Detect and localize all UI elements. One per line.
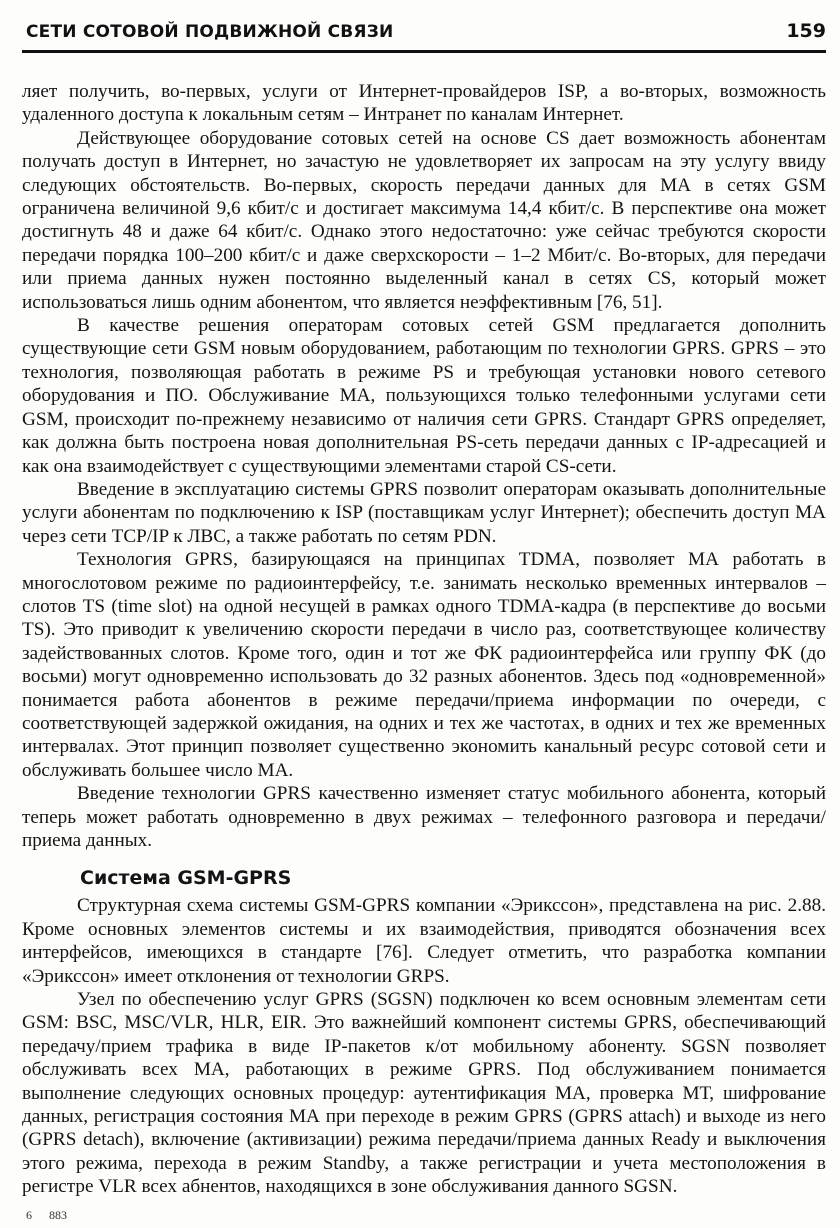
paragraph: В качестве решения операторам сотовых сетей GSM предлагается дополнить существующие сети GSM новым оборудованием, работающим по технологии GPRS. GPRS – это технология, позволяющая работать в режиме PS и требующая установки нового сетевого оборудования и ПО. Обслуживание МА, пользующихся только телефонными услугами сети GSM, происходит по-прежнему независимо от наличия сети GPRS. Стандарт GPRS определяет, как должна быть построена новая дополнительная PS-сеть передачи данных с IP-адресацией и как она взаимодействует с существующими элементами старой CS-сети. <box>22 315 826 477</box>
running-title: СЕТИ СОТОВОЙ ПОДВИЖНОЙ СВЯЗИ <box>26 22 394 42</box>
paragraph: Структурная схема системы GSM-GPRS компании «Эрикссон», представлена на рис. 2.88. Кроме основных элементов системы и их взаимодействия, приводятся обозначения всех интерфейсов, имеющихся в стандарте [76]. Следует отметить, что разработка компании «Эрикссон» имеет отклонения от технологии GRPS. <box>22 895 826 987</box>
print-code: 883 <box>49 1208 67 1222</box>
paragraph: Узел по обеспечению услуг GPRS (SGSN) подключен ко всем основным элементам сети GSM: BSC, MSC/VLR, HLR, EIR. Это важнейший компонент системы GPRS, обеспечивающий передачу/прием трафика в виде IP-пакетов к/от мобильному абоненту. SGSN позволяет обслуживать всех МА, работающих в режиме GPRS. Под обслуживанием понимается выполнение следующих основных процедур: аутентификация МА, проверка МТ, шифрование данных, регистрация состояния МА при переходе в режим GPRS (GPRS attach) и выходе из него (GPRS detach), включение (активизации) режима передачи/приема данных Ready и выключения этого режима, перехода в режим Standby, а также регистрации и учета местоположения в регистре VLR всех абнентов, находящихся в зоне обслуживания данного SGSN. <box>22 989 826 1198</box>
page-footer <box>26 1208 81 1223</box>
paragraph: Введение технологии GPRS качественно изменяет статус мобильного абонента, который теперь может работать одновременно в двух режимах – телефонного разговора и передачи/приема данных. <box>22 783 826 851</box>
page-body <box>22 80 826 1199</box>
paragraph: ляет получить, во-первых, услуги от Интернет-провайдеров ISP, а во-вторых, возможность удаленного доступа к локальным сетям – Интранет по каналам Интернет. <box>22 81 826 126</box>
signature-mark: 6 <box>26 1208 32 1222</box>
page-number: 159 <box>786 20 826 42</box>
page-header <box>22 18 826 48</box>
section-heading: Система GSM-GPRS <box>80 867 292 890</box>
paragraph: Введение в эксплуатацию системы GPRS позволит операторам оказывать дополнительные услуги абонентам по подключению к ISP (поставщикам услуг Интернет); обеспечить доступ МА через сети TCP/IP к ЛВС, а также работать по сетям PDN. <box>22 478 826 547</box>
header-rule <box>22 50 826 53</box>
paragraph: Технология GPRS, базирующаяся на принципах TDMA, позволяет МА работать в многослотовом режиме по радиоинтерфейсу, т.е. занимать несколько временных интервалов – слотов TS (time slot) на одной несущей в рамках одного TDMA-кадра (в перспективе до восьми TS). Это приводит к увеличению скорости передачи в число раз, соответствующее количеству задействованных слотов. Кроме того, один и тот же ФК радиоинтерфейса или группу ФК (до восьми) могут одновременно использовать до 32 разных абонентов. Здесь под «одновременной» понимается работа абонентов в режиме передачи/приема информации по очереди, с соответствующей задержкой ожидания, на одних и тех же частотах, в одних и тех же временных интервалах. Этот принцип позволяет существенно экономить канальный ресурс сотовой сети и обслуживать большее число МА. <box>22 549 826 781</box>
paragraph: Действующее оборудование сотовых сетей на основе CS дает возможность абонентам получать доступ в Интернет, но зачастую не удовлетворяет их запросам на эту услугу ввиду следующих обстоятельств. Во-первых, скорость передачи данных для МА в сетях GSM ограничена величиной 9,6 кбит/с и достигает максимума 14,4 кбит/с. В перспективе она может достигнуть 48 и даже 64 кбит/с. Однако этого недостаточно: уже сейчас требуются скорости передачи порядка 100–200 кбит/с и даже сверхскорости – 1–2 Мбит/с. Во-вторых, для передачи или приема данных нужен постоянно выделенный канал в сетях CS, который может использоваться лишь одним абонентом, что является неэффективным [76, 51]. <box>22 127 826 313</box>
